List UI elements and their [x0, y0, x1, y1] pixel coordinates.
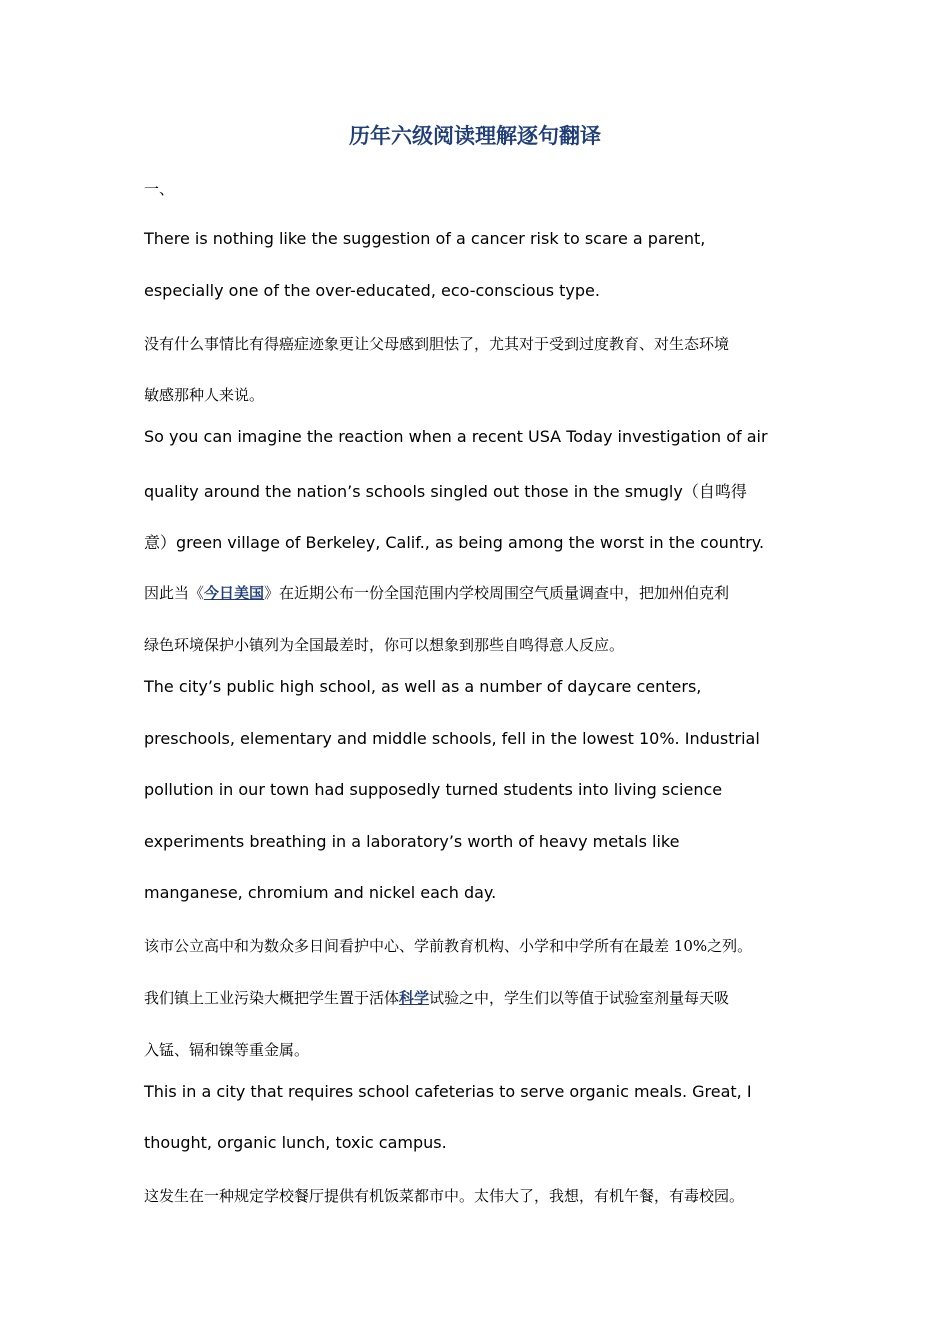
text-segment: 试验之中，学生们以等值于试验室剂量每天吸 [429, 989, 730, 1007]
chinese-line: 没有什么事情比有得癌症迹象更让父母感到胆怯了，尤其对于受到过度教育、对生态环境 [144, 335, 730, 353]
english-line: especially one of the over-educated, eco-conscious type. [144, 281, 600, 300]
text-segment: 我们镇上工业污染大概把学生置于活体 [144, 989, 400, 1007]
chinese-line: 该市公立高中和为数众多日间看护中心、学前教育机构、小学和中学所有在最差 10%之列。 [144, 937, 753, 955]
english-line: So you can imagine the reaction when a recent USA Today investigation of air [144, 427, 768, 446]
english-line: manganese, chromium and nickel each day. [144, 883, 497, 902]
chinese-line: 绿色环境保护小镇列为全国最差时，你可以想象到那些自鸣得意人反应。 [144, 636, 625, 654]
english-line: quality around the nation’s schools singled out those in the smugly（自鸣得 [144, 482, 747, 501]
section-label: 一、 [144, 180, 175, 198]
english-line: The city’s public high school, as well as a number of daycare centers, [144, 677, 702, 696]
chinese-line [144, 987, 729, 1008]
english-line: This in a city that requires school cafeterias to serve organic meals. Great, I [144, 1082, 752, 1101]
english-line: pollution in our town had supposedly turned students into living science [144, 780, 723, 799]
chinese-line: 这发生在一种规定学校餐厅提供有机饭菜都市中。太伟大了，我想，有机午餐，有毒校园。 [144, 1187, 745, 1205]
chinese-line: 入锰、镉和镍等重金属。 [144, 1041, 310, 1059]
english-line: thought, organic lunch, toxic campus. [144, 1133, 447, 1152]
chinese-line [144, 582, 729, 603]
english-line: 意）green village of Berkeley, Calif., as being among the worst in the country. [144, 533, 765, 552]
usa-today-link[interactable]: 今日美国 [204, 584, 265, 602]
english-line: There is nothing like the suggestion of a cancer risk to scare a parent, [144, 229, 706, 248]
english-line: experiments breathing in a laboratory’s worth of heavy metals like [144, 832, 680, 851]
text-segment: 》在近期公布一份全国范围内学校周围空气质量调查中，把加州伯克利 [264, 584, 730, 602]
document-title: 历年六级阅读理解逐句翻译 [349, 123, 601, 148]
text-segment: 因此当《 [144, 584, 205, 602]
english-line: preschools, elementary and middle schools, fell in the lowest 10%. Industrial [144, 729, 760, 748]
chinese-line: 敏感那种人来说。 [144, 386, 265, 404]
science-link[interactable]: 科学 [399, 989, 430, 1007]
